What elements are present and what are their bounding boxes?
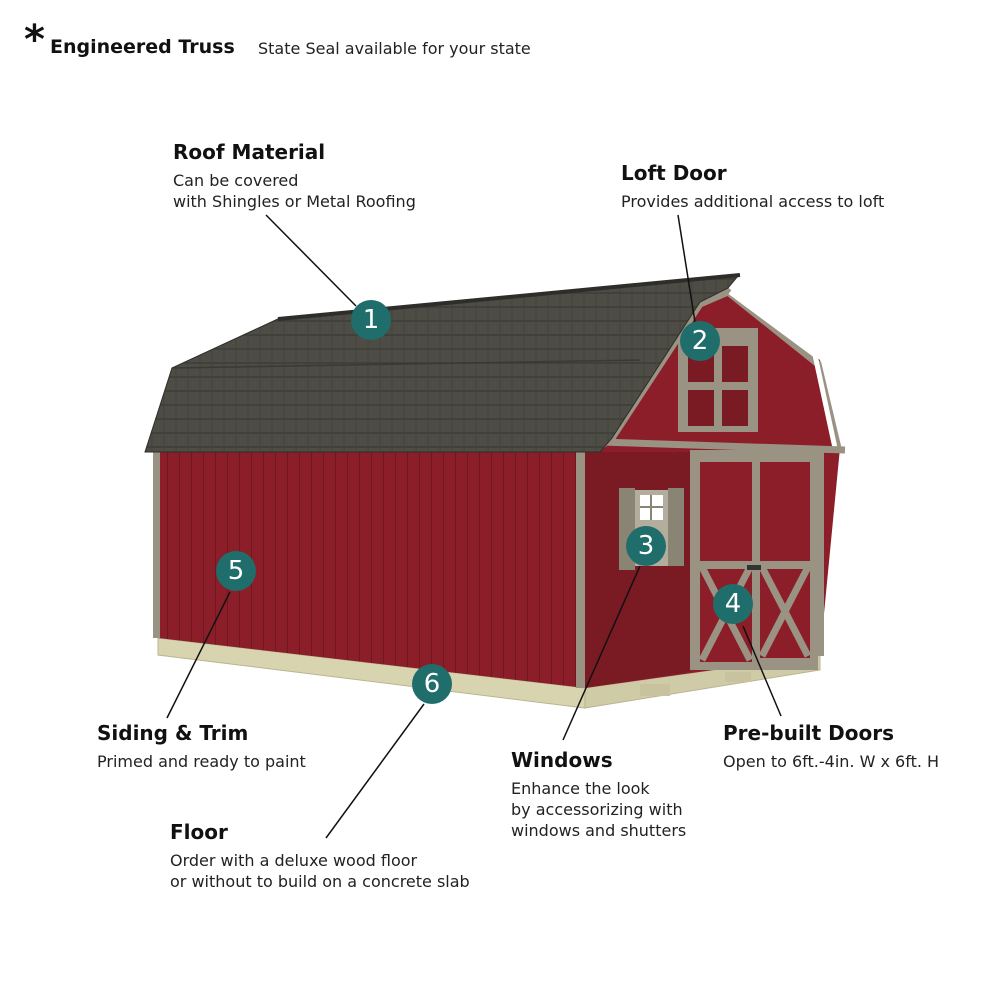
- side-trim-left: [153, 452, 160, 638]
- callout-line: by accessorizing with: [511, 800, 683, 819]
- leader-line-6: [326, 704, 424, 838]
- truss-note: State Seal available for your state: [258, 39, 531, 58]
- callout-line: windows and shutters: [511, 821, 687, 840]
- loft-pane: [722, 346, 748, 382]
- callout-title: Pre-built Doors: [723, 721, 895, 745]
- shutter-right: [668, 488, 684, 566]
- badge-1: 1: [351, 300, 391, 340]
- callout-description: [173, 170, 416, 212]
- callout-line: Order with a deluxe wood floor: [170, 851, 418, 870]
- loft-pane: [688, 390, 714, 426]
- callout-description: [621, 191, 884, 212]
- callout-line: Provides additional access to loft: [621, 192, 885, 211]
- callout-line: with Shingles or Metal Roofing: [173, 192, 416, 211]
- callout-title: Loft Door: [621, 161, 727, 185]
- callout-windows: [511, 748, 686, 841]
- door-handle: [747, 565, 761, 570]
- callout-roof-material: [173, 140, 416, 212]
- callout-title: Roof Material: [173, 140, 326, 164]
- callout-description: [97, 751, 306, 772]
- callout-title: Siding & Trim: [97, 721, 249, 745]
- truss-title: Engineered Truss: [50, 36, 235, 58]
- callout-line: or without to build on a concrete slab: [170, 872, 470, 891]
- callout-description: [170, 850, 470, 892]
- side-trim-right: [576, 452, 586, 688]
- door-panel-right: [760, 462, 810, 658]
- loft-pane: [722, 390, 748, 426]
- badge-3: 3: [626, 526, 666, 566]
- leader-line-1: [266, 215, 356, 306]
- asterisk-icon: *: [24, 17, 45, 63]
- callout-line: Enhance the look: [511, 779, 650, 798]
- callout-floor: [170, 820, 470, 892]
- badge-4: 4: [713, 584, 753, 624]
- skid-block: [725, 672, 751, 682]
- callout-title: Windows: [511, 748, 613, 772]
- callout-siding-trim: [97, 721, 306, 772]
- callout-title: Floor: [170, 820, 228, 844]
- badge-2: 2: [680, 321, 720, 361]
- callout-loft-door: [621, 161, 884, 212]
- callout-description: [511, 778, 686, 841]
- skid-block: [640, 684, 670, 696]
- badge-6: 6: [412, 664, 452, 704]
- callout-line: Open to 6ft.-4in. W x 6ft. H: [723, 752, 940, 771]
- callout-line: Primed and ready to paint: [97, 752, 306, 771]
- callout-description: [723, 751, 939, 772]
- callout-line: Can be covered: [173, 171, 299, 190]
- badge-5: 5: [216, 551, 256, 591]
- callout-pre-built-doors: [723, 721, 939, 772]
- front-corner-trim: [816, 448, 824, 656]
